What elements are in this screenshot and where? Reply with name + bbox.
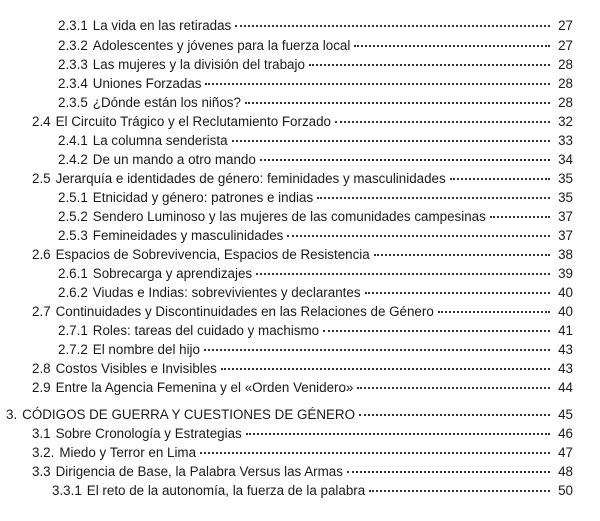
toc-entry-number: 2.5.3: [58, 228, 88, 243]
toc-entry-title: De un mando a otro mando: [92, 152, 256, 167]
toc-entry-number: 3.: [6, 407, 18, 422]
toc-entry-title: Las mujeres y la división del trabajo: [92, 57, 305, 72]
toc-entry-number: 2.3.1: [58, 18, 88, 33]
toc-entry-title: Etnicidad y género: patrones e indias: [92, 190, 314, 205]
toc-entry-number: 2.3.3: [58, 57, 88, 72]
toc-entry[interactable]: [58, 208, 573, 226]
toc-entry[interactable]: [58, 132, 573, 150]
toc-entry-title: Continuidades y Discontinuidades en las Relaciones de Género: [55, 304, 434, 319]
dot-leader: [374, 254, 550, 256]
toc-entry[interactable]: [32, 425, 573, 443]
toc-entry[interactable]: [58, 37, 573, 55]
toc-entry-page: 39: [558, 266, 573, 281]
toc-entry[interactable]: [32, 170, 573, 188]
toc-entry-title: Adolescentes y jóvenes para la fuerza local: [92, 38, 351, 53]
toc-entry-number: 2.3.4: [58, 76, 88, 91]
toc-entry-title: CÓDIGOS DE GUERRA Y CUESTIONES DE GÉNERO: [22, 407, 356, 422]
toc-entry-number: 2.4.2: [58, 152, 88, 167]
toc-entry-page: 41: [558, 323, 573, 338]
toc-entry-page: 37: [558, 228, 573, 243]
dot-leader: [359, 414, 550, 416]
toc-entry-title: Roles: tareas del cuidado y machismo: [92, 323, 320, 338]
toc-entry-page: 45: [558, 407, 573, 422]
toc-entry-title: El Circuito Trágico y el Reclutamiento Forzado: [55, 114, 331, 129]
toc-entry[interactable]: [58, 189, 573, 207]
toc-entry-title: El reto de la autonomía, la fuerza de la palabra: [86, 483, 366, 498]
toc-entry[interactable]: [6, 406, 573, 424]
toc-entry-title: Miedo y Terror en Lima: [59, 445, 197, 460]
toc-entry-page: 27: [558, 18, 573, 33]
toc-entry-title: Sobre Cronología y Estrategias: [55, 426, 242, 441]
toc-entry-page: 48: [558, 464, 573, 479]
toc-entry-title: ¿Dónde están los niños?: [92, 95, 241, 110]
toc-entry-title: Femineidades y masculinidades: [92, 228, 284, 243]
toc-entry[interactable]: [32, 379, 573, 397]
toc-entry[interactable]: [58, 284, 573, 302]
toc-entry-title: Sendero Luminoso y las mujeres de las comunidades campesinas: [92, 209, 486, 224]
dot-leader: [246, 433, 550, 435]
toc-entry-page: 43: [558, 342, 573, 357]
toc-entry-page: 27: [558, 38, 573, 53]
dot-leader: [235, 25, 550, 27]
toc-entry[interactable]: [58, 265, 573, 283]
dot-leader: [369, 490, 550, 492]
toc-entry[interactable]: [32, 303, 573, 321]
dot-leader: [354, 45, 550, 47]
toc-entry[interactable]: [52, 482, 573, 500]
toc-entry[interactable]: [58, 75, 573, 93]
toc-entry[interactable]: [32, 463, 573, 481]
toc-entry-page: 40: [558, 304, 573, 319]
dot-leader: [256, 273, 550, 275]
toc-entry-title: Jerarquía e identidades de género: feminidades y masculinidades: [55, 171, 446, 186]
toc-entry-number: 2.6.1: [58, 266, 88, 281]
dot-leader: [490, 216, 550, 218]
dot-leader: [200, 452, 550, 454]
toc-entry[interactable]: [32, 113, 573, 131]
toc-entry-number: 2.5.2: [58, 209, 88, 224]
toc-entry-page: 28: [558, 57, 573, 72]
dot-leader: [309, 64, 550, 66]
toc-entry-page: 32: [558, 114, 573, 129]
toc-entry-number: 2.4: [32, 114, 51, 129]
toc-entry-title: Dirigencia de Base, la Palabra Versus las Armas: [55, 464, 343, 479]
toc-entry-number: 2.3.2: [58, 38, 88, 53]
toc-entry[interactable]: [58, 227, 573, 245]
toc-entry[interactable]: [58, 341, 573, 359]
toc-entry[interactable]: [32, 246, 573, 264]
toc-entry[interactable]: [58, 94, 573, 112]
toc-entry-page: 35: [558, 190, 573, 205]
toc-entry[interactable]: [32, 360, 573, 378]
dot-leader: [335, 121, 550, 123]
toc-entry-page: 44: [558, 380, 573, 395]
toc-entry-title: Espacios de Sobrevivencia, Espacios de Resistencia: [55, 247, 370, 262]
toc-entry-page: 38: [558, 247, 573, 262]
toc-entry-number: 2.7: [32, 304, 51, 319]
toc-entry[interactable]: [32, 444, 573, 462]
toc-entry-number: 3.3.1: [52, 483, 82, 498]
dot-leader: [245, 102, 550, 104]
dot-leader: [205, 83, 550, 85]
toc-entry[interactable]: [58, 322, 573, 340]
dot-leader: [357, 387, 550, 389]
toc-entry-page: 43: [558, 361, 573, 376]
toc-entry-title: Costos Visibles e Invisibles: [55, 361, 217, 376]
toc-entry-title: Entre la Agencia Femenina y el «Orden Venidero»: [55, 380, 354, 395]
toc-entry-title: La vida en las retiradas: [92, 18, 232, 33]
toc-entry-title: La columna senderista: [92, 133, 228, 148]
toc-entry-number: 2.8: [32, 361, 51, 376]
dot-leader: [450, 178, 550, 180]
dot-leader: [317, 197, 550, 199]
toc-entry-title: Viudas e Indias: sobrevivientes y declarantes: [92, 285, 361, 300]
dot-leader: [221, 368, 550, 370]
dot-leader: [365, 292, 551, 294]
toc-entry-number: 2.7.1: [58, 323, 88, 338]
toc-entry-number: 2.5.1: [58, 190, 88, 205]
toc-entry-page: 35: [558, 171, 573, 186]
toc-entry-page: 40: [558, 285, 573, 300]
dot-leader: [204, 349, 550, 351]
toc-entry-number: 3.1: [32, 426, 51, 441]
toc-entry-title: El nombre del hijo: [92, 342, 200, 357]
toc-entry-page: 28: [558, 76, 573, 91]
toc-entry-number: 2.3.5: [58, 95, 88, 110]
toc-entry-page: 46: [558, 426, 573, 441]
toc-entry-page: 33: [558, 133, 573, 148]
toc-entry[interactable]: [58, 56, 573, 74]
toc-entry-number: 2.9: [32, 380, 51, 395]
toc-entry-page: 50: [558, 483, 573, 498]
toc-entry-number: 2.4.1: [58, 133, 88, 148]
toc-entry[interactable]: [58, 17, 573, 35]
dot-leader: [260, 159, 550, 161]
dot-leader: [287, 235, 550, 237]
toc-entry-page: 34: [558, 152, 573, 167]
toc-entry-number: 2.6.2: [58, 285, 88, 300]
toc-entry-number: 3.2.: [32, 445, 55, 460]
toc-entry-number: 2.6: [32, 247, 51, 262]
toc-entry-title: Sobrecarga y aprendizajes: [92, 266, 253, 281]
toc-entry-number: 2.7.2: [58, 342, 88, 357]
toc-entry-page: 47: [558, 445, 573, 460]
dot-leader: [232, 140, 551, 142]
dot-leader: [347, 471, 550, 473]
dot-leader: [438, 311, 550, 313]
dot-leader: [323, 330, 550, 332]
toc-entry-number: 2.5: [32, 171, 51, 186]
toc-entry-number: 3.3: [32, 464, 51, 479]
toc-entry-title: Uniones Forzadas: [92, 76, 202, 91]
toc-entry[interactable]: [58, 151, 573, 169]
toc-entry-page: 28: [558, 95, 573, 110]
toc-entry-page: 37: [558, 209, 573, 224]
